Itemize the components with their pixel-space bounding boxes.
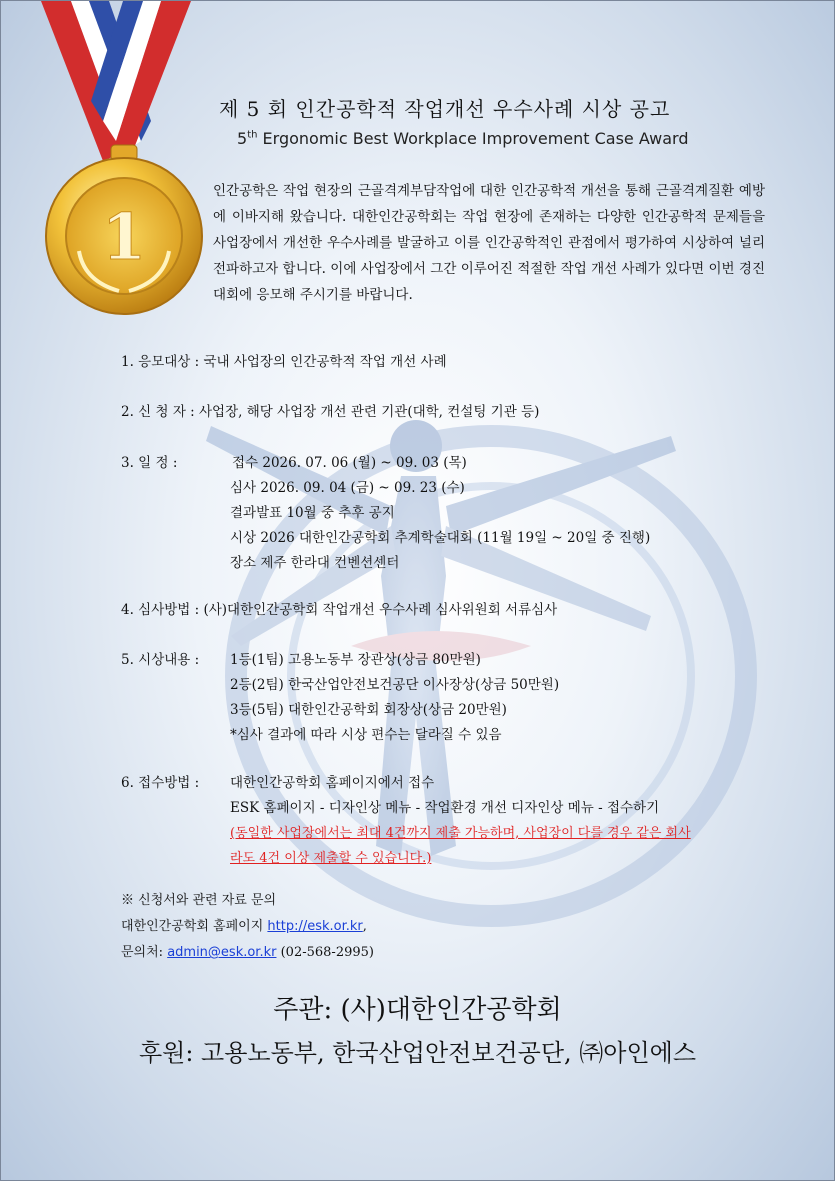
schedule-line: 심사 2026. 09. 04 (금) ~ 09. 23 (수) [230, 480, 465, 496]
medal-number: 1 [101, 200, 147, 275]
schedule-line: 장소 제주 한라대 컨벤션센터 [230, 555, 400, 571]
award-line: 1등(1팀) 고용노동부 장관상(상금 80만원) [230, 652, 481, 668]
phone-number: (02-568-2995) [276, 945, 374, 960]
homepage-link[interactable]: http://esk.or.kr [267, 919, 363, 934]
title-korean: 제 5 회 인간공학적 작업개선 우수사례 시상 공고 [219, 97, 671, 121]
gold-medal-icon [39, 141, 209, 321]
item-awards-label: 5. 시상내용 : [121, 652, 200, 668]
schedule-line: 시상 2026 대한인간공학회 추계학술대회 (11월 19일 ~ 20일 중 진행) [230, 530, 651, 546]
title-en-sup: th [247, 129, 258, 141]
email-link[interactable]: admin@esk.or.kr [167, 945, 277, 960]
schedule-line: 접수 2026. 07. 06 (월) ~ 09. 03 (목) [232, 455, 467, 471]
item-review: 4. 심사방법 : (사)대한인간공학회 작업개선 우수사례 심사위원회 서류심사 [121, 602, 558, 618]
schedule-line: 결과발표 10월 중 추후 공지 [230, 505, 395, 521]
homepage-label: 대한인간공학회 홈페이지 [121, 919, 268, 934]
submission-notice: 라도 4건 이상 제출할 수 있습니다.) [230, 851, 432, 866]
submission-line: 대한인간공학회 홈페이지에서 접수 [230, 775, 435, 791]
contact-homepage [121, 914, 367, 939]
title-en-rest: Ergonomic Best Workplace Improvement Case Award [257, 129, 689, 148]
title-en-number: 5 [237, 129, 248, 148]
inquiry-label: 문의처: [121, 945, 168, 960]
item-submission-label: 6. 접수방법 : [121, 775, 200, 791]
award-note: *심사 결과에 따라 시상 편수는 달라질 수 있음 [230, 727, 502, 743]
intro-paragraph: 인간공학은 작업 현장의 근골격계부담작업에 대한 인간공학적 개선을 통해 근골격계질환 예방에 이바지해 왔습니다. 대한인간공학회는 작업 현장에 존재하는 다양한 인간공학적 문제들을 사업장에서 개선한 우수사례를 발굴하고 이를 인간공학적인 관점에서 평가하여 시상하여 널리 전파하고자 합니다. 이에 사업장에서 그간 이루어진 적절한 작업 개선 사례가 있다면 이번 경진대회에 응모해 주시기를 바랍니다. [213, 183, 765, 303]
homepage-suffix: , [362, 919, 367, 934]
contact-inquiry [121, 940, 374, 965]
item-applicant: 2. 신 청 자 : 사업장, 해당 사업장 개선 관련 기관(대학, 컨설팅 기관 등) [121, 404, 540, 420]
award-line: 3등(5팀) 대한인간공학회 회장상(상금 20만원) [230, 702, 507, 718]
submission-line: ESK 홈페이지 - 디자인상 메뉴 - 작업환경 개선 디자인상 메뉴 - 접수하기 [230, 800, 660, 816]
submission-notice: (동일한 사업장에서는 최대 4건까지 제출 가능하며, 사업장이 다를 경우 같은 회사 [230, 826, 691, 841]
item-schedule-label: 3. 일 정 : [121, 455, 178, 471]
award-line: 2등(2팀) 한국산업안전보건공단 이사장상(상금 50만원) [230, 677, 560, 693]
contact-heading: ※ 신청서와 관련 자료 문의 [121, 893, 277, 908]
host-organization: 주관: (사)대한인간공학회 [273, 995, 562, 1025]
item-target: 1. 응모대상 : 국내 사업장의 인간공학적 작업 개선 사례 [121, 354, 447, 370]
title-english [237, 129, 689, 148]
sponsors: 후원: 고용노동부, 한국산업안전보건공단, ㈜아인에스 [138, 1039, 697, 1067]
